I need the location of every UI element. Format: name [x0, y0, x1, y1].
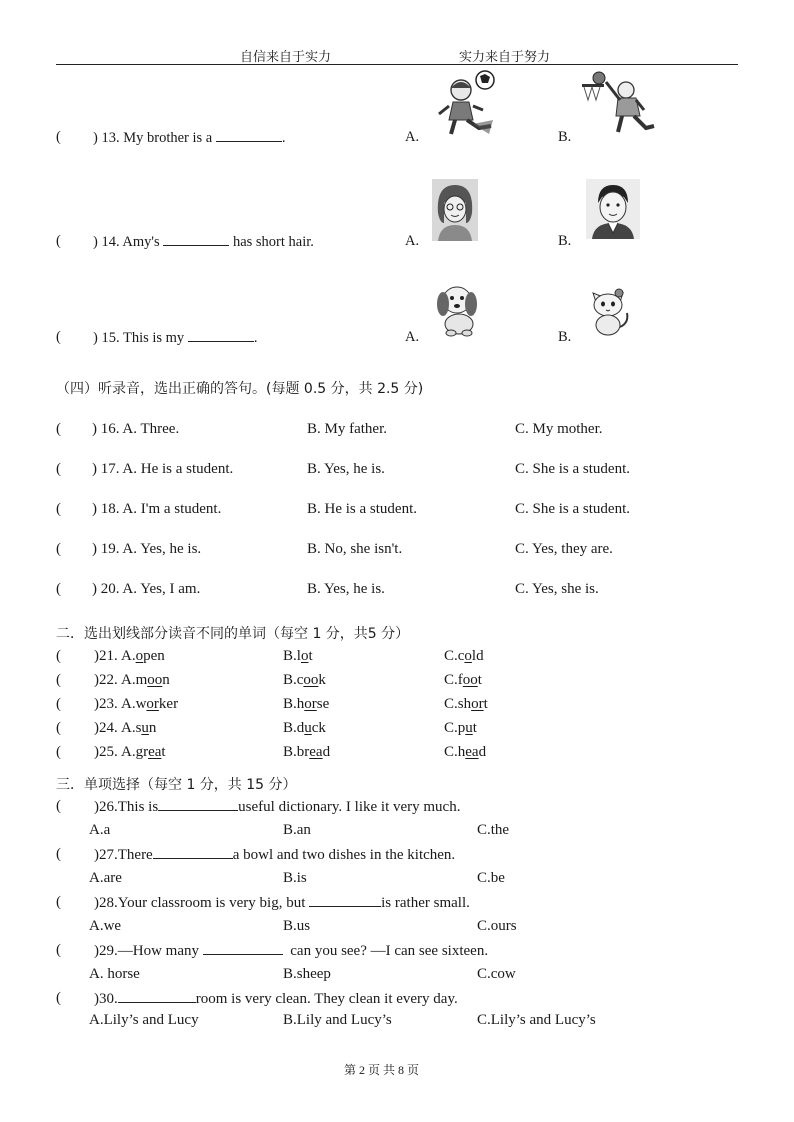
- answer-blank[interactable]: [163, 233, 229, 246]
- puppy-image: [433, 280, 483, 338]
- q14-option-a[interactable]: A.: [405, 233, 420, 249]
- q27-option-c[interactable]: C.be: [477, 870, 505, 886]
- q14-paren: (: [56, 233, 61, 249]
- q19-option-c[interactable]: C. Yes, they are.: [515, 541, 613, 557]
- header-rule: [56, 64, 738, 65]
- q28-stem: )28.Your classroom is very big, but is rather small.: [94, 895, 470, 911]
- q15-stem: ) 15. This is my .: [93, 330, 258, 346]
- q17-option-c[interactable]: C. She is a student.: [515, 461, 630, 477]
- kitten-image: [583, 283, 633, 337]
- boy-playing-football-image: [433, 68, 497, 142]
- answer-blank[interactable]: [188, 329, 254, 342]
- q14-option-b[interactable]: B.: [558, 233, 572, 249]
- q24-option-b[interactable]: B.duck: [283, 720, 326, 736]
- q25-number: )25.: [94, 744, 118, 760]
- q26-option-c[interactable]: C.the: [477, 822, 510, 838]
- q21-number: )21.: [94, 648, 118, 664]
- q13-paren: (: [56, 129, 61, 145]
- q15-option-b[interactable]: B.: [558, 329, 572, 345]
- q20-paren: (: [56, 581, 61, 597]
- q23-option-b[interactable]: B.horse: [283, 696, 330, 712]
- q13-stem: ) 13. My brother is a .: [93, 130, 286, 146]
- q16-option-b[interactable]: B. My father.: [307, 421, 387, 437]
- q25-option-a[interactable]: A.great: [121, 744, 166, 760]
- answer-blank[interactable]: [158, 798, 238, 811]
- answer-blank[interactable]: [153, 846, 233, 859]
- q27-option-a[interactable]: A.are: [89, 870, 122, 886]
- q25-option-b[interactable]: B.bread: [283, 744, 331, 760]
- q25-option-c[interactable]: C.head: [444, 744, 487, 760]
- q27-paren: (: [56, 846, 61, 862]
- q26-option-b[interactable]: B.an: [283, 822, 311, 838]
- q27-option-b[interactable]: B.is: [283, 870, 307, 886]
- q29-option-a[interactable]: A. horse: [89, 966, 140, 982]
- q18-option-c[interactable]: C. She is a student.: [515, 501, 630, 517]
- q17-option-b[interactable]: B. Yes, he is.: [307, 461, 385, 477]
- q29-option-b[interactable]: B.sheep: [283, 966, 331, 982]
- q28-option-c[interactable]: C.ours: [477, 918, 517, 934]
- q29-paren: (: [56, 942, 61, 958]
- q22-option-b[interactable]: B.cook: [283, 672, 326, 688]
- q13-option-a[interactable]: A.: [405, 129, 420, 145]
- woman-portrait-image: [432, 179, 478, 241]
- q21-paren: (: [56, 648, 61, 664]
- q22-paren: (: [56, 672, 61, 688]
- q22-option-a[interactable]: A.moon: [121, 672, 170, 688]
- page-number: 第 2 页 共 8 页: [344, 1063, 420, 1077]
- q15-option-a[interactable]: A.: [405, 329, 420, 345]
- q23-option-c[interactable]: C.short: [444, 696, 488, 712]
- q30-option-b[interactable]: B.Lily and Lucy’s: [283, 1012, 392, 1028]
- q20-option-b[interactable]: B. Yes, he is.: [307, 581, 385, 597]
- q19-paren: (: [56, 541, 61, 557]
- q18-option-a[interactable]: ) 18. A. I'm a student.: [92, 501, 222, 517]
- q21-option-b[interactable]: B.lot: [283, 648, 313, 664]
- q24-number: )24.: [94, 720, 118, 736]
- q23-option-a[interactable]: A.worker: [121, 696, 179, 712]
- section3-title: 三．单项选择（每空 1 分，共 15 分）: [56, 777, 297, 793]
- q20-option-a[interactable]: ) 20. A. Yes, I am.: [92, 581, 201, 597]
- q30-paren: (: [56, 990, 61, 1006]
- section2-title: 二．选出划线部分读音不同的单词（每空 1 分，共5 分）: [56, 626, 410, 642]
- q28-option-b[interactable]: B.us: [283, 918, 311, 934]
- q26-paren: (: [56, 798, 61, 814]
- q30-stem: )30. room is very clean. They clean it every day.: [94, 991, 458, 1007]
- q17-option-a[interactable]: ) 17. A. He is a student.: [92, 461, 234, 477]
- q19-option-a[interactable]: ) 19. A. Yes, he is.: [92, 541, 202, 557]
- q29-stem: )29.—How many can you see? —I can see sixteen.: [94, 943, 489, 959]
- q22-option-c[interactable]: C.foot: [444, 672, 482, 688]
- q22-number: )22.: [94, 672, 118, 688]
- q30-option-c[interactable]: C.Lily’s and Lucy’s: [477, 1012, 596, 1028]
- q16-option-c[interactable]: C. My mother.: [515, 421, 603, 437]
- q18-option-b[interactable]: B. He is a student.: [307, 501, 417, 517]
- q16-paren: (: [56, 421, 61, 437]
- q13-option-b[interactable]: B.: [558, 129, 572, 145]
- q28-option-a[interactable]: A.we: [89, 918, 122, 934]
- q18-paren: (: [56, 501, 61, 517]
- q26-option-a[interactable]: A.a: [89, 822, 111, 838]
- q28-paren: (: [56, 894, 61, 910]
- q23-number: )23.: [94, 696, 118, 712]
- q29-option-c[interactable]: C.cow: [477, 966, 516, 982]
- q27-stem: )27.There a bowl and two dishes in the kitchen.: [94, 847, 456, 863]
- answer-blank[interactable]: [203, 942, 283, 955]
- man-portrait-image: [586, 179, 640, 239]
- boy-playing-basketball-image: [580, 70, 658, 136]
- q30-option-a[interactable]: A.Lily’s and Lucy: [89, 1012, 199, 1028]
- section4-title: （四）听录音，选出正确的答句。(每题 0.5 分，共 2.5 分): [56, 381, 424, 397]
- q23-paren: (: [56, 696, 61, 712]
- header-right-motto: 实力来自于努力: [459, 50, 551, 65]
- answer-blank[interactable]: [118, 990, 196, 1003]
- q19-option-b[interactable]: B. No, she isn't.: [307, 541, 403, 557]
- answer-blank[interactable]: [309, 894, 381, 907]
- q16-option-a[interactable]: ) 16. A. Three.: [92, 421, 180, 437]
- q24-option-c[interactable]: C.put: [444, 720, 477, 736]
- q14-stem: ) 14. Amy's has short hair.: [93, 234, 314, 250]
- q24-paren: (: [56, 720, 61, 736]
- q15-paren: (: [56, 329, 61, 345]
- q21-option-a[interactable]: A.open: [121, 648, 165, 664]
- q24-option-a[interactable]: A.sun: [121, 720, 157, 736]
- q25-paren: (: [56, 744, 61, 760]
- header-left-motto: 自信来自于实力: [240, 50, 332, 65]
- q26-stem: )26.This is useful dictionary. I like it very much.: [94, 799, 461, 815]
- q17-paren: (: [56, 461, 61, 477]
- q21-option-c[interactable]: C.cold: [444, 648, 484, 664]
- answer-blank[interactable]: [216, 129, 282, 142]
- q20-option-c[interactable]: C. Yes, she is.: [515, 581, 599, 597]
